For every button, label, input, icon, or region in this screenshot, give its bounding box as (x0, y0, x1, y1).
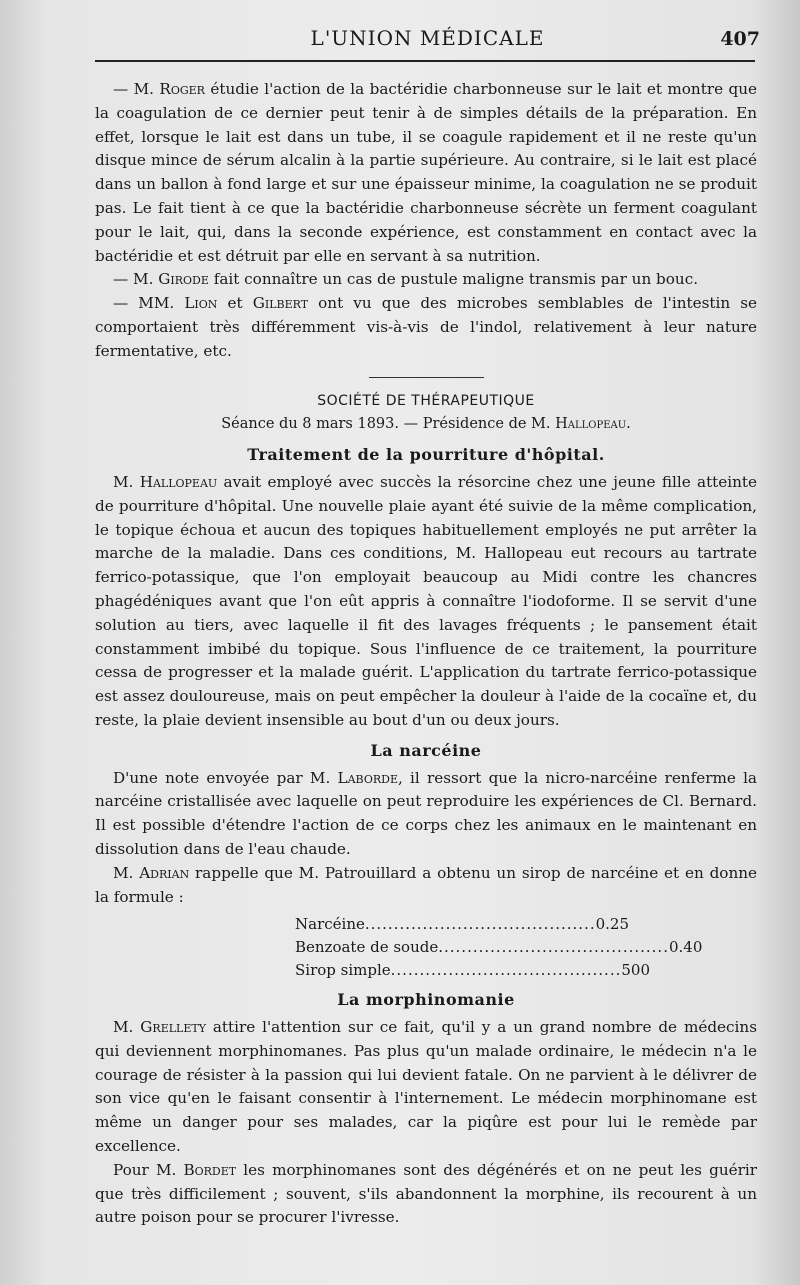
seance-suffix: . (626, 416, 631, 433)
paragraph-pourriture (95, 471, 757, 733)
paragraph-text: attire l'attention sur ce fait, qu'il y a un grand nombre de médecins qui deviennent morphinomanes. Pas plus qu'un malade ordinaire, le médecin n'a le courage de résister à la passion qui lui devient fatale. On ne parvient à le délivrer de son vice qu'en le faisant consentir à l'internement. Le médecin morphinomane est même un danger pour ses malades, car la piqûre est pour lui le remède par excellence. (95, 1018, 757, 1156)
ingredient-name: Narcéine (295, 915, 365, 934)
paragraph-girode (95, 268, 757, 292)
author-name: Adrian (139, 863, 190, 882)
ingredient-value: 0.25 (595, 915, 629, 934)
paragraph-text: , il ressort que la nicro-narcéine renferme la narcéine cristallisée avec laquelle on peut reproduire les expériences de Cl. Bernard. Il est possible d'étendre l'action de ce corps chez les animaux en le maintenant en dissolution dans de l'eau chaude. (95, 768, 757, 858)
page-number: 407 (720, 28, 760, 50)
ingredient-value: 0.40 (668, 938, 703, 957)
heading-pourriture: Traitement de la pourriture d'hôpital. (247, 445, 605, 465)
dash-lead: — M. (113, 270, 159, 289)
author-name: Girode (158, 270, 209, 289)
ingredient-value: 500 (621, 961, 651, 980)
lead: M. (113, 472, 140, 491)
paragraph-bordet (95, 1159, 757, 1230)
section-separator (369, 377, 484, 378)
author-name: Laborde (337, 768, 398, 787)
paragraph-text: fait connaître un cas de pustule maligne transmis par un bouc. (208, 270, 699, 289)
paragraph-text: avait employé avec succès la résorcine chez une jeune fille atteinte de pourriture d'hôpital. Une nouvelle plaie ayant été suivie de la même complication, le topique échoua et aucun des topiques habituellement employés ne put arrêter la marche de la maladie. Dans ces conditions, M. Hallopeau eut recours au tartrate ferrico-potassique, que l'on employait beaucoup au Midi contre les chancres phagédéniques avant que l'on eût appris à connaître l'iodoforme. Il se servit d'une solution au tiers, avec laquelle il fit des lavages fréquents ; le pansement était constamment imbibé du topique. Sous l'influence de ce traitement, la pourriture cessa de progresser et la malade guérit. L'application du tartrate ferrico-potassique est assez douloureuse, mais on peut empêcher la douleur à l'aide de la cocaïne et, du reste, la plaie devient insensible au bout d'un ou deux jours. (95, 472, 757, 729)
header-rule (95, 60, 755, 62)
paragraph-text: étudie l'action de la bactéridie charbonneuse sur le lait et montre que la coagulation de ce dernier peut tenir à de simples détails de la préparation. En effet, lorsque le lait est dans un tube, il se coagule rapidement et il ne reste qu'un disque mince de sérum alcalin à la partie supérieure. Au contraire, si le lait est placé dans un ballon à fond large et sur une épaisseur minime, la coagulation ne se produit pas. Le fait tient à ce que la bactéridie charbonneuse sécrète un ferment coagulant pour le lait, qui, dans la seconde expérience, est constamment en contact avec la bactéridie et est détruit par elle en servant à sa nutrition. (95, 80, 757, 265)
author-name: Hallopeau (139, 472, 218, 491)
president-name: Hallopeau (555, 416, 627, 433)
heading-narceine: La narcéine (370, 740, 482, 760)
society-title: SOCIÉTÉ DE THÉRAPEUTIQUE (317, 392, 535, 409)
paragraph-adrian (95, 862, 757, 910)
formula-row (295, 959, 651, 982)
lead: Pour M. (113, 1160, 184, 1179)
author-name: Roger (159, 80, 205, 98)
paragraph-lion-gilbert (95, 292, 757, 363)
formula-row (295, 936, 703, 959)
lead: M. (113, 1018, 141, 1037)
lead: M. (113, 863, 140, 882)
dash-lead: — M. (113, 80, 160, 98)
heading-morphinomanie: La morphinomanie (337, 990, 515, 1010)
paragraph-text: les morphinomanes sont des dégénérés et on ne peut les guérir que très difficilement ; souvent, s'ils abandonnent la morphine, ils recourent à un autre poison pour se procurer l'ivresse. (95, 1160, 757, 1227)
author-name: Grellety (140, 1018, 206, 1037)
leader-dots: ........................................ (390, 961, 622, 980)
paragraph-roger (95, 78, 757, 268)
article-body (95, 78, 757, 1230)
dash-lead: — MM. (113, 294, 185, 313)
seance-line (95, 413, 757, 437)
leader-dots: ........................................ (438, 938, 669, 957)
author-name: Bordet (183, 1160, 237, 1179)
paragraph-laborde (95, 767, 757, 862)
ingredient-name: Benzoate de soude (295, 938, 439, 957)
paragraph-text: rappelle que M. Patrouillard a obtenu un sirop de narcéine et en donne la formule : (95, 863, 757, 906)
author-name: Lion (184, 294, 218, 313)
seance-text: Séance du 8 mars 1893. — Présidence de M. (221, 416, 556, 433)
formula (295, 913, 703, 982)
leader-dots: ........................................ (364, 915, 596, 934)
formula-row (295, 913, 629, 936)
conjunction: et (217, 294, 253, 313)
journal-title: L'UNION MÉDICALE (310, 26, 545, 50)
lead: D'une note envoyée par M. (113, 768, 338, 787)
running-head (95, 26, 760, 56)
author-name: Gilbert (252, 294, 309, 313)
paragraph-grellety (95, 1016, 757, 1159)
ingredient-name: Sirop simple (295, 961, 391, 980)
paragraph-text: ont vu que des microbes semblables de l'intestin se comportaient très différemment vis-à-vis de l'indol, relativement à leur nature fermentative, etc. (95, 294, 757, 360)
